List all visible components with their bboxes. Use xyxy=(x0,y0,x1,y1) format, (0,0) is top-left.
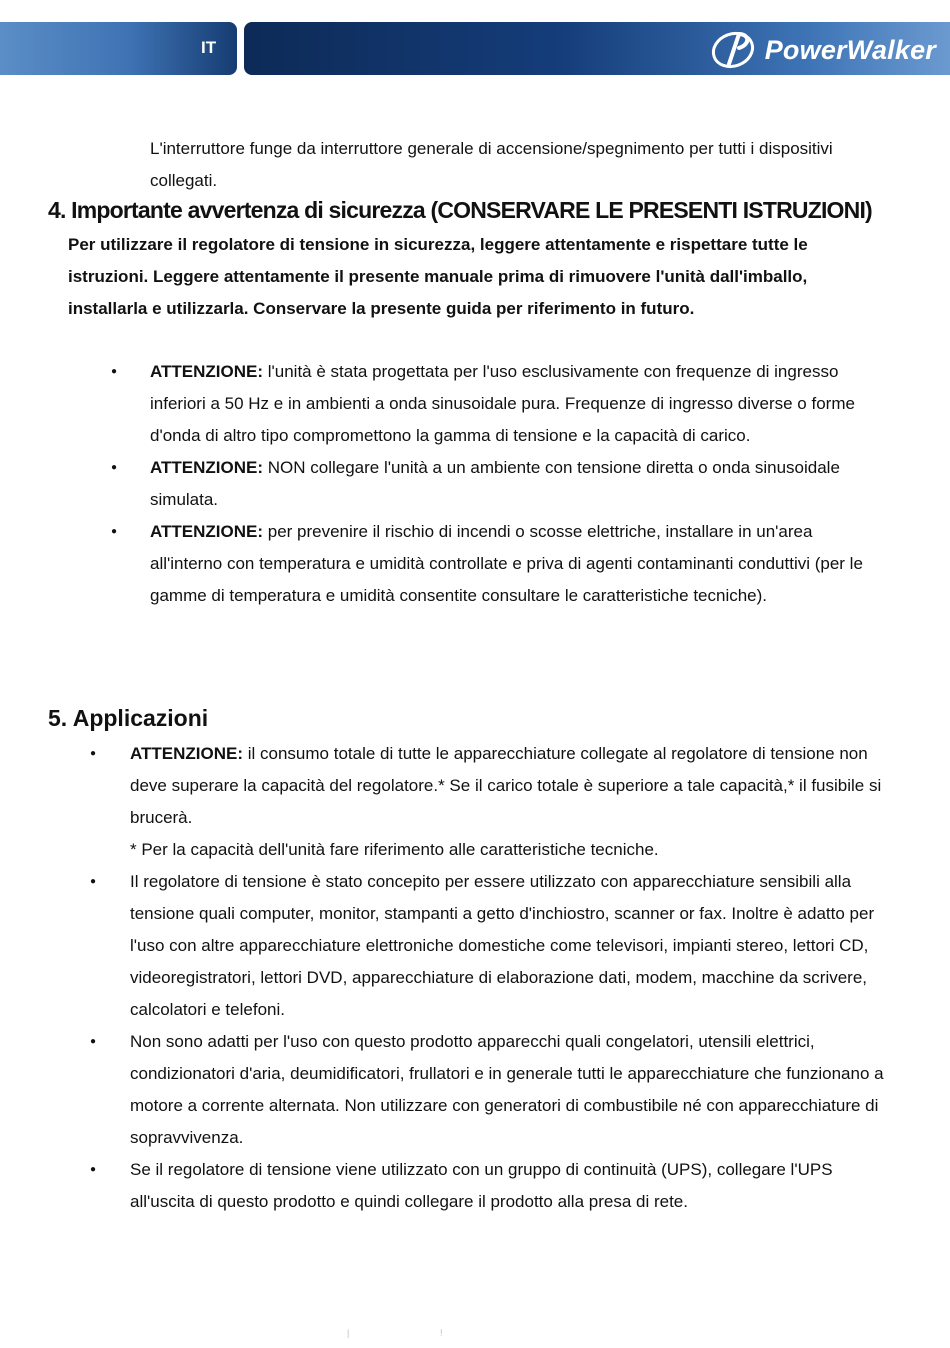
list-item-text: Il regolatore di tensione è stato concepito per essere utilizzato con apparecchiature sensibili alla tensione quali computer, monitor, stampanti a getto d'inchiostro, scanner or fax. Inoltre è adatto per l'uso con altre apparecchiature elettroniche domestiche come televisori, impianti stereo, lettori CD, videoregistratori, lettori DVD, apparecchiature di elaborazione dati, modem, macchine da scrivere, calcolatori e telefoni. xyxy=(130,872,875,1019)
header-brand-bar xyxy=(244,22,950,75)
section-4-heading: 4. Importante avvertenza di sicurezza (CONSERVARE LE PRESENTI ISTRUZIONI) xyxy=(48,197,872,223)
section-4-lead: Per utilizzare il regolatore di tensione in sicurezza, leggere attentamente e rispettare tutte le istruzioni. Leggere attentamente il presente manuale prima di rimuovere l'unità dall'imballo, installarla e utilizzarla. Conservare la presente guida per riferimento in futuro. xyxy=(68,235,808,318)
warning-text: il consumo totale di tutte le apparecchiature collegate al regolatore di tensione non deve superare la capacità del regolatore.* Se il carico totale è superiore a tale capacità,* il fusibile si brucerà. xyxy=(130,744,882,827)
warning-label: ATTENZIONE: xyxy=(150,362,264,381)
list-item xyxy=(111,452,872,516)
brand-name: PowerWalker xyxy=(764,34,936,65)
capacity-note: * Per la capacità dell'unità fare riferimento alle caratteristiche tecniche. xyxy=(130,840,659,859)
bullet-icon: ● xyxy=(90,1036,97,1047)
section-5-heading: 5. Applicazioni xyxy=(48,705,209,731)
list-item xyxy=(90,1026,890,1154)
warning-text: NON collegare l'unità a un ambiente con tensione diretta o onda sinusoidale simulata. xyxy=(150,458,840,509)
bullet-icon: ● xyxy=(90,748,97,759)
warning-label: ATTENZIONE: xyxy=(130,744,244,763)
list-item xyxy=(90,1154,890,1218)
bullet-icon: ● xyxy=(90,876,97,887)
warning-label: ATTENZIONE: xyxy=(150,522,264,541)
list-item xyxy=(90,738,890,866)
warning-text: l'unità è stata progettata per l'uso esclusivamente con frequenze di ingresso inferiori a 50 Hz e in ambienti a onda sinusoidale pura. Frequenze di ingresso diverse o forme d'onda di altro tipo compromettono la gamma di tensione e la capacità di carico. xyxy=(150,362,855,445)
section-5-list xyxy=(90,738,890,1218)
bullet-icon: ● xyxy=(111,462,118,473)
bullet-icon: ● xyxy=(90,1164,97,1175)
language-label: IT xyxy=(201,38,217,57)
list-item xyxy=(90,866,890,1026)
footer-mark: | xyxy=(347,1328,350,1338)
bullet-icon: ● xyxy=(111,526,118,537)
bullet-icon: ● xyxy=(111,366,118,377)
list-item xyxy=(111,356,872,452)
footer-mark: ! xyxy=(440,1328,443,1338)
list-item xyxy=(111,516,872,612)
section-4-warning-list xyxy=(111,356,872,612)
powerwalker-logo xyxy=(709,30,936,70)
warning-label: ATTENZIONE: xyxy=(150,458,264,477)
list-item-text: Non sono adatti per l'uso con questo prodotto apparecchi quali congelatori, utensili elettrici, condizionatori d'aria, deumidificatori, frullatori e in generale tutti le apparecchiature che funzionano a motore a corrente alternata. Non utilizzare con generatori di combustibile né con apparecchiature di sopravvivenza. xyxy=(130,1032,884,1147)
intro-paragraph: L'interruttore funge da interruttore generale di accensione/spegnimento per tutti i dispositivi collegati. xyxy=(150,139,833,190)
logo-emblem-icon xyxy=(709,30,761,70)
header-language-tab xyxy=(0,22,237,75)
list-item-text: Se il regolatore di tensione viene utilizzato con un gruppo di continuità (UPS), collegare l'UPS all'uscita di questo prodotto e quindi collegare il prodotto alla presa di rete. xyxy=(130,1160,833,1211)
warning-text: per prevenire il rischio di incendi o scosse elettriche, installare in un'area all'interno con temperatura e umidità controllate e priva di agenti contaminanti conduttivi (per le gamme di temperatura e umidità consentite consultare le caratteristiche tecniche). xyxy=(150,522,863,605)
